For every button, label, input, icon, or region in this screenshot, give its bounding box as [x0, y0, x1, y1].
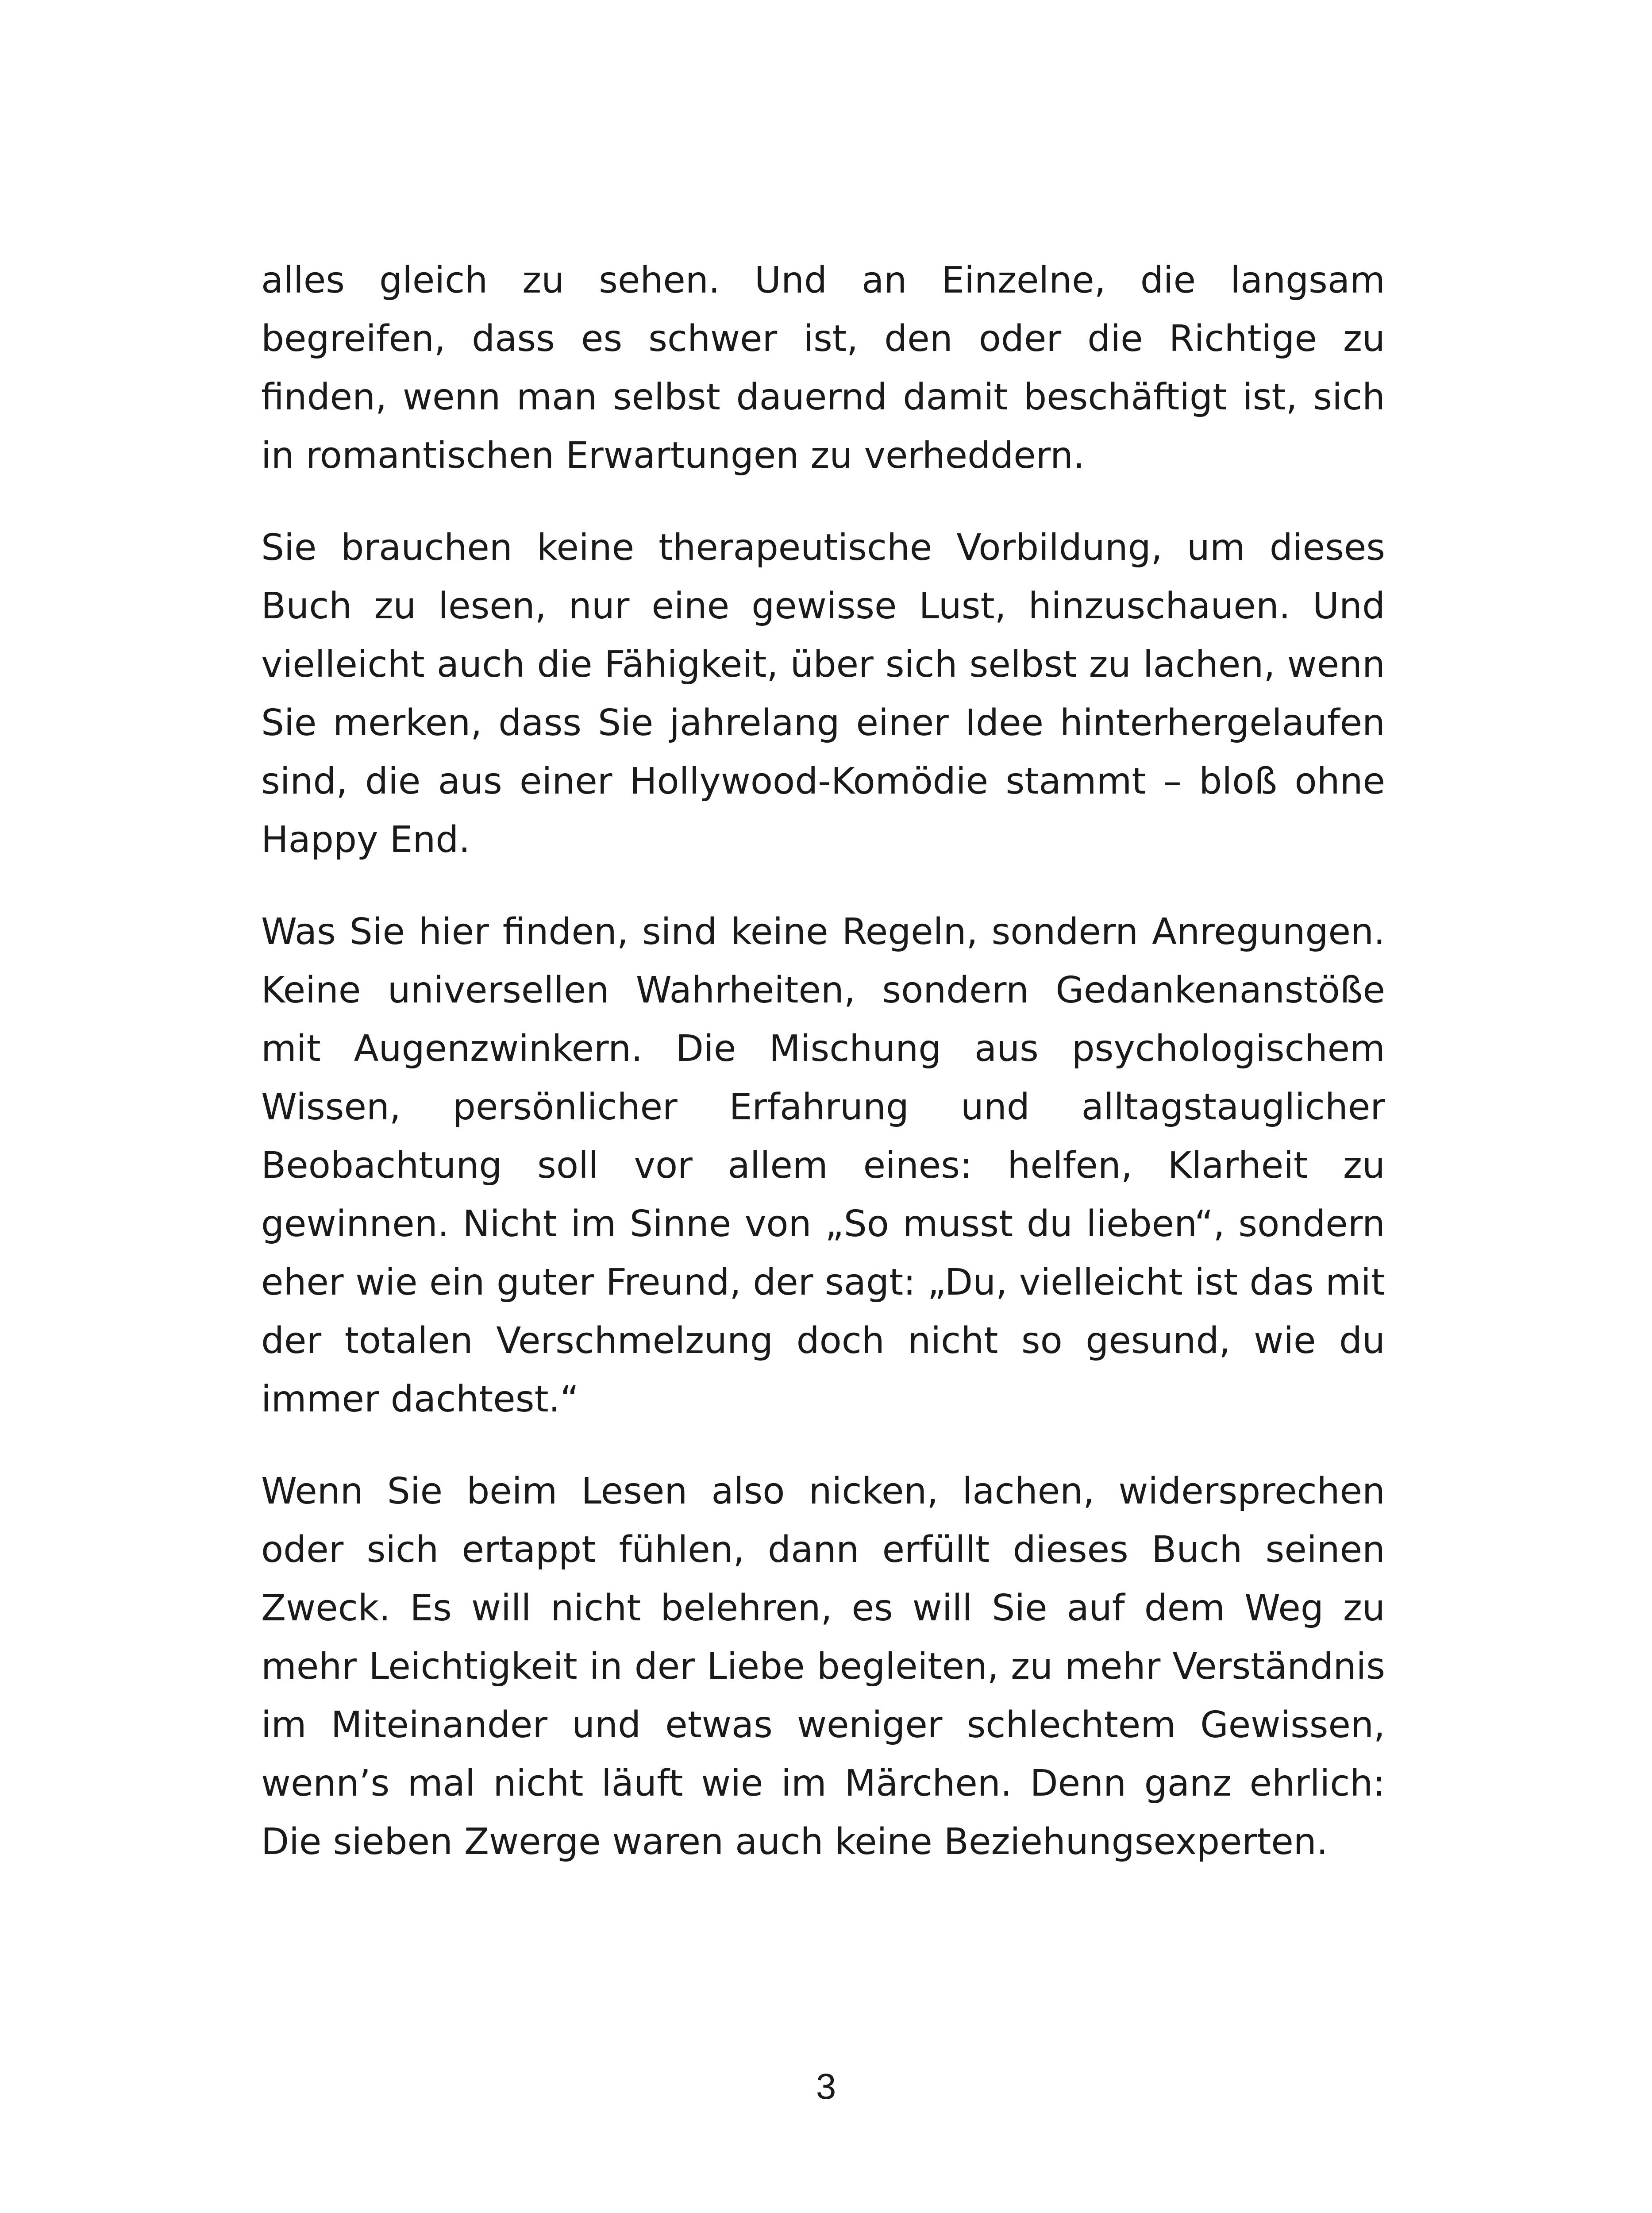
paragraph-1: alles gleich zu sehen. Und an Einzelne, die langsam begreifen, dass es schwer ist, den oder die Richtige zu finden, wenn man selbst dauernd damit beschäftigt ist, sich in romantischen Erwartungen zu verheddern. [261, 259, 1385, 477]
paragraph-4: Wenn Sie beim Lesen also nicken, lachen, widersprechen oder sich ertappt fühlen, dann erfüllt dieses Buch seinen Zweck. Es will nicht belehren, es will Sie auf dem Weg zu mehr Leichtigkeit in der Liebe begleiten, zu mehr Verständnis im Miteinander und etwas weniger schlechtem Gewissen, wenn’s mal nicht läuft wie im Märchen. Denn ganz ehrlich: Die sieben Zwerge waren auch keine Beziehungsexperten. [261, 1470, 1385, 1863]
page-number: 3 [816, 2066, 836, 2107]
paragraph-2: Sie brauchen keine therapeutische Vorbildung, um dieses Buch zu lesen, nur eine gewisse Lust, hinzuschauen. Und vielleicht auch die Fähigkeit, über sich selbst zu lachen, wenn Sie merken, dass Sie jahrelang einer Idee hinterhergelaufen sind, die aus einer Hollywood-Komödie stammt – bloß ohne Happy End. [261, 527, 1385, 861]
body-text [261, 251, 1385, 1871]
paragraph-3: Was Sie hier finden, sind keine Regeln, sondern Anregungen. Keine universellen Wahrheiten, sondern Gedankenanstöße mit Augenzwinkern. Die Mischung aus psychologischem Wissen, persönlicher Erfahrung und alltagstauglicher Beobachtung soll vor allem eines: helfen, Klarheit zu gewinnen. Nicht im Sinne von „So musst du lieben“, sondern eher wie ein guter Freund, der sagt: „Du, vielleicht ist das mit der totalen Verschmelzung doch nicht so gesund, wie du immer dachtest.“ [261, 911, 1385, 1420]
